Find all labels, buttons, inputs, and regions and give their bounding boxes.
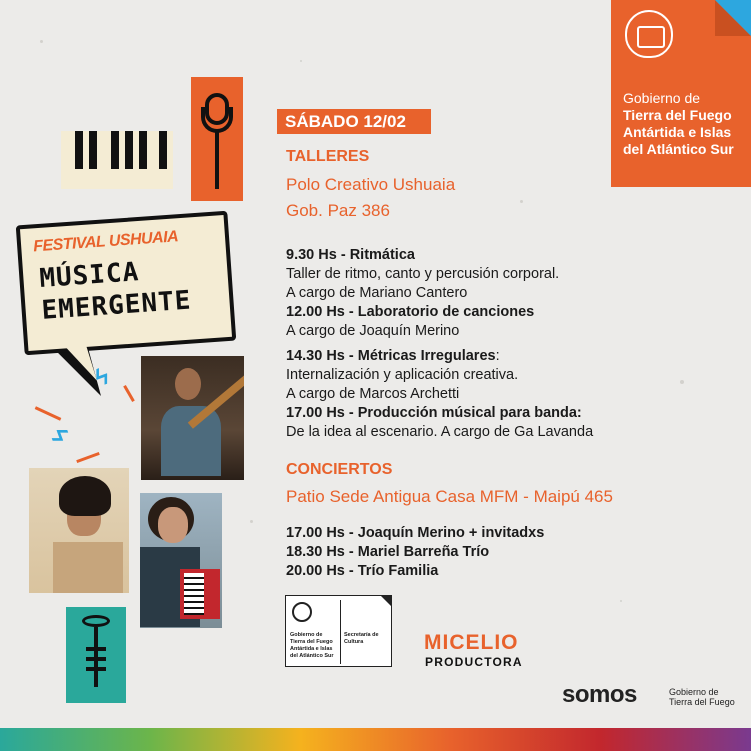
somos-sub-line-1: Gobierno de [669, 687, 719, 697]
conciertos-title: CONCIERTOS [286, 461, 393, 478]
speckle [40, 40, 43, 43]
talleres-event: 9.30 Hs - Ritmática Taller de ritmo, canto y percusión corporal. A cargo de Mariano Cantero [286, 246, 593, 303]
trumpet-bell [82, 615, 110, 627]
festival-title-line-2: EMERGENTE [40, 285, 193, 326]
piano-key [111, 131, 119, 169]
talleres-event-list [286, 246, 593, 442]
talleres-venue-line-2: Gob. Paz 386 [286, 201, 390, 220]
lightning-icon: ϟ [43, 425, 74, 447]
event-desc: Taller de ritmo, canto y percusión corporal. [286, 266, 560, 282]
speckle [300, 60, 302, 62]
concert-name: Mariel Barreña Trío [357, 544, 490, 560]
guitarist-photo [141, 356, 244, 480]
government-badge [611, 0, 751, 187]
government-secretaria-logo [285, 595, 392, 667]
photo-figure [161, 406, 221, 476]
somos-logo: somos [562, 681, 637, 708]
mic-stand [215, 129, 219, 189]
coat-of-arms-icon [292, 602, 312, 622]
piano-key [125, 131, 133, 169]
event-name: Ritmática [349, 247, 415, 263]
date-label: SÁBADO 12/02 [277, 109, 431, 134]
corner-fold-accent [715, 0, 751, 36]
piano-key [159, 131, 167, 169]
speckle [620, 600, 622, 602]
event-time: 14.30 Hs [286, 348, 345, 364]
festival-speech-bubble [16, 211, 237, 355]
event-name: Métricas Irregulares [357, 348, 496, 364]
piano-key [89, 131, 97, 169]
decorative-dash [35, 406, 62, 421]
concert-time: 18.30 Hs [286, 544, 345, 560]
event-desc: Internalización y aplicación creativa. [286, 367, 519, 383]
photo-hair [59, 476, 111, 516]
trumpet-valve [86, 657, 106, 661]
concert-name: Trío Familia [357, 563, 439, 579]
speckle [250, 520, 253, 523]
event-time: 9.30 Hs [286, 247, 337, 263]
talleres-venue-line-1: Polo Creativo Ushuaia [286, 175, 456, 194]
decorative-dash [76, 452, 100, 463]
photo-figure [53, 542, 123, 593]
lightning-icon: ϟ [91, 362, 113, 393]
piano-key [75, 131, 83, 169]
coat-of-arms-icon [625, 10, 673, 58]
event-desc: A cargo de Joaquín Merino [286, 323, 460, 339]
speckle [520, 200, 523, 203]
trumpet-valve [86, 647, 106, 651]
festival-title-line-1: MÚSICA [38, 257, 141, 294]
logo-divider [340, 600, 341, 664]
talleres-event: 14.30 Hs - Métricas Irregulares: Internalización y aplicación creativa. A cargo de Marcos Archetti [286, 347, 593, 404]
concert-time: 17.00 Hs [286, 525, 345, 541]
color-stripe [0, 728, 751, 751]
photo-face [158, 507, 188, 543]
somos-sub-line-2: Tierra del Fuego [669, 697, 735, 707]
corner-fold [380, 595, 392, 607]
concert-event: 17.00 Hs - Joaquín Merino + invitadxs [286, 525, 545, 541]
event-desc: A cargo de Marcos Archetti [286, 386, 460, 402]
conciertos-venue: Patio Sede Antigua Casa MFM - Maipú 465 [286, 487, 613, 506]
photo-face [175, 368, 201, 400]
somos-subtitle [669, 687, 735, 707]
accordionist-photo [140, 493, 222, 628]
concert-event: 18.30 Hs - Mariel Barreña Trío [286, 544, 490, 560]
gov-logo-text: Gobierno de Tierra del Fuego Antártida e Islas del Atlántico Sur [290, 632, 334, 659]
event-desc: De la idea al escenario. A cargo de Ga Lavanda [286, 424, 594, 440]
event-name: Producción músical para banda: [357, 405, 582, 421]
festival-name: FESTIVAL USHUAIA [32, 228, 179, 256]
event-suffix: : [495, 348, 500, 364]
piano-key [139, 131, 147, 169]
event-name: Laboratorio de canciones [357, 304, 535, 320]
decorative-dash [123, 385, 135, 402]
musician-photo [29, 468, 129, 593]
secretaria-text: Secretaría de Cultura [344, 632, 379, 645]
microphone-icon [191, 77, 243, 201]
talleres-title: TALLERES [286, 148, 370, 165]
micelio-logo: MICELIO [424, 631, 519, 654]
talleres-event: 12.00 Hs - Laboratorio de canciones A cargo de Joaquín Merino [286, 303, 593, 341]
event-time: 12.00 Hs [286, 304, 345, 320]
event-time: 17.00 Hs [286, 405, 345, 421]
gov-line-4: del Atlántico Sur [623, 141, 734, 157]
piano-keys-icon [61, 131, 173, 189]
trumpet-icon [66, 607, 126, 703]
concert-event: 20.00 Hs - Trío Familia [286, 563, 439, 579]
talleres-event: 17.00 Hs - Producción músical para banda: De la idea al escenario. A cargo de Ga Lavanda [286, 405, 594, 440]
gov-line-1: Gobierno de [623, 90, 701, 106]
gov-line-2: Tierra del Fuego [623, 107, 732, 123]
accordion-keys [184, 573, 204, 615]
conciertos-event-list [286, 524, 544, 581]
productora-text: PRODUCTORA [425, 655, 523, 669]
speckle [680, 380, 684, 384]
concert-name: Joaquín Merino + invitadxs [357, 525, 545, 541]
gov-line-3: Antártida e Islas [623, 124, 732, 140]
event-desc: A cargo de Mariano Cantero [286, 285, 468, 301]
concert-time: 20.00 Hs [286, 563, 345, 579]
trumpet-valve [86, 667, 106, 671]
